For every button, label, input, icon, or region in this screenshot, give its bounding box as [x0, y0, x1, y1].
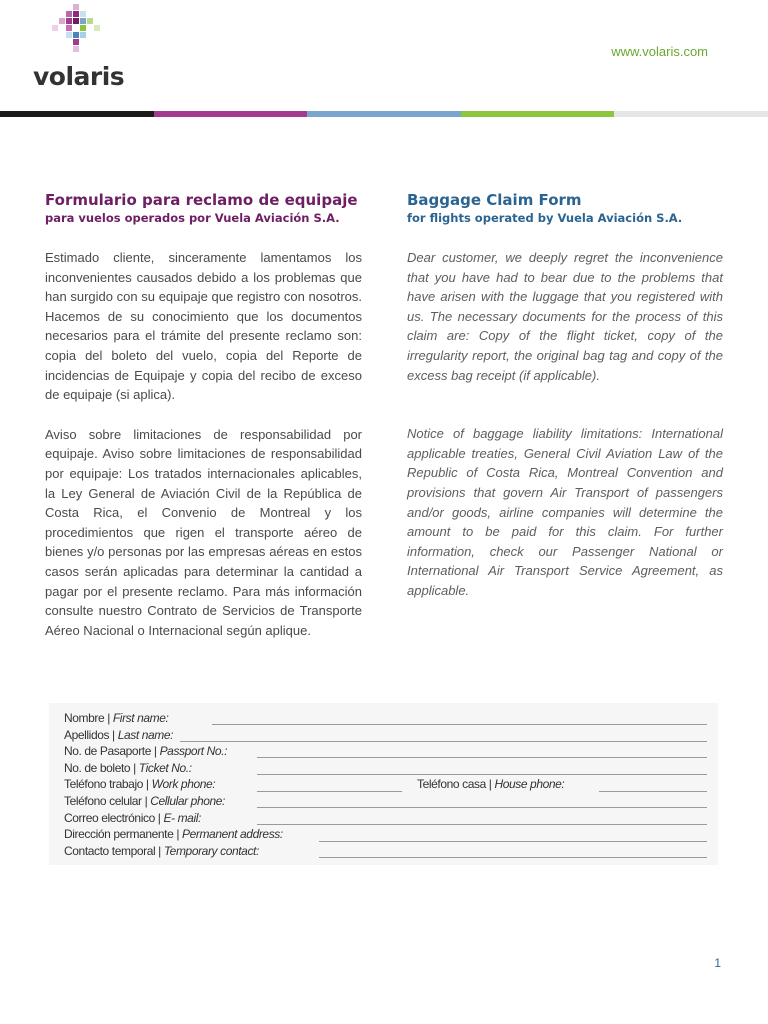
work-phone-label: Teléfono trabajo | Work phone:: [64, 777, 216, 792]
address-label: Dirección permanente | Permanent address:: [64, 827, 283, 842]
spanish-subtitle: para vuelos operados por Vuela Aviación S.A.: [45, 211, 340, 225]
address-field[interactable]: [319, 841, 707, 842]
spanish-column: [45, 190, 362, 640]
color-bar-blue: [307, 111, 461, 117]
spanish-title: Formulario para reclamo de equipaje: [45, 191, 358, 209]
house-phone-field[interactable]: [599, 791, 707, 792]
brand-name: volaris: [33, 62, 125, 91]
temp-contact-field[interactable]: [319, 857, 707, 858]
work-phone-field[interactable]: [257, 791, 402, 792]
cell-phone-field[interactable]: [257, 807, 707, 808]
cell-phone-label: Teléfono celular | Cellular phone:: [64, 794, 225, 808]
volaris-logo-icon: [52, 4, 102, 54]
email-field[interactable]: [257, 824, 707, 825]
color-bar: [0, 111, 768, 117]
english-paragraph-intro: Dear customer, we deeply regret the inconvenience that you have had to bear due to the problems that have arisen with the luggage that you registered with us. The necessary documents for the process of this claim are: Copy of the flight ticket, copy of the irregularity report, the original bag tag and copy of the excess bag receipt (if applicable).: [407, 250, 723, 383]
english-subtitle: for flights operated by Vuela Aviación S.A.: [407, 211, 683, 225]
website-link[interactable]: www.volaris.com: [611, 44, 708, 59]
email-label: Correo electrónico | E- mail:: [64, 810, 201, 825]
english-column: [407, 190, 723, 601]
color-bar-green: [461, 111, 615, 117]
color-bar-gray: [614, 111, 768, 117]
last-name-field[interactable]: [180, 741, 707, 742]
ticket-label: No. de boleto | Ticket No.:: [64, 760, 192, 775]
color-bar-black: [0, 111, 154, 117]
spanish-paragraph-liability: Aviso sobre limitaciones de responsabilidad por equipaje. Aviso sobre limitaciones de responsabilidad por equipaje: Los tratados internacionales aplicables, la Ley General de Aviación Civil de la República de Costa Rica, el Convenio de Montreal y los procedimientos que rigen el transporte aéreo de bienes y/o personas por las empresas aéreas en estos casos serán aplicadas para determinar la cantidad a pagar por el presente reclamo. Para más información consulte nuestro Contrato de Servicios de Transporte Aéreo Nacional o Internacional según aplique.: [45, 426, 362, 638]
passport-field[interactable]: [257, 757, 707, 758]
house-phone-label: Teléfono casa | House phone:: [417, 777, 565, 792]
english-paragraph-liability: Notice of baggage liability limitations: International applicable treaties, General Civil Aviation Law of the Republic of Costa Rica, Montreal Convention and provisions that govern Air Transport of passengers and/or goods, airline companies will determine the amount to be paid for this claim. For further information, check our Passenger National or International Air Transport Service Agreement, as applicable.: [407, 426, 723, 598]
passport-label: No. de Pasaporte | Passport No.:: [64, 744, 228, 759]
claim-form: [49, 703, 718, 865]
color-bar-magenta: [154, 111, 308, 117]
ticket-field[interactable]: [257, 774, 707, 775]
last-name-label: Apellidos | Last name:: [64, 727, 174, 742]
temp-contact-label: Contacto temporal | Temporary contact:: [64, 843, 259, 858]
spanish-paragraph-intro: Estimado cliente, sinceramente lamentamos los inconvenientes causados debido a los problemas que han surgido con su equipaje que registro con nosotros. Hacemos de su conocimiento que los documentos necesarios para el trámite del presente reclamo son: copia del boleto del vuelo, copia del Reporte de incidencias de Equipaje y copia del recibo de exceso de equipaje (si aplica).: [45, 250, 362, 403]
english-title: Baggage Claim Form: [407, 191, 582, 209]
first-name-field[interactable]: [212, 724, 707, 725]
page-number: 1: [714, 956, 721, 970]
first-name-label: Nombre | First name:: [64, 711, 169, 725]
